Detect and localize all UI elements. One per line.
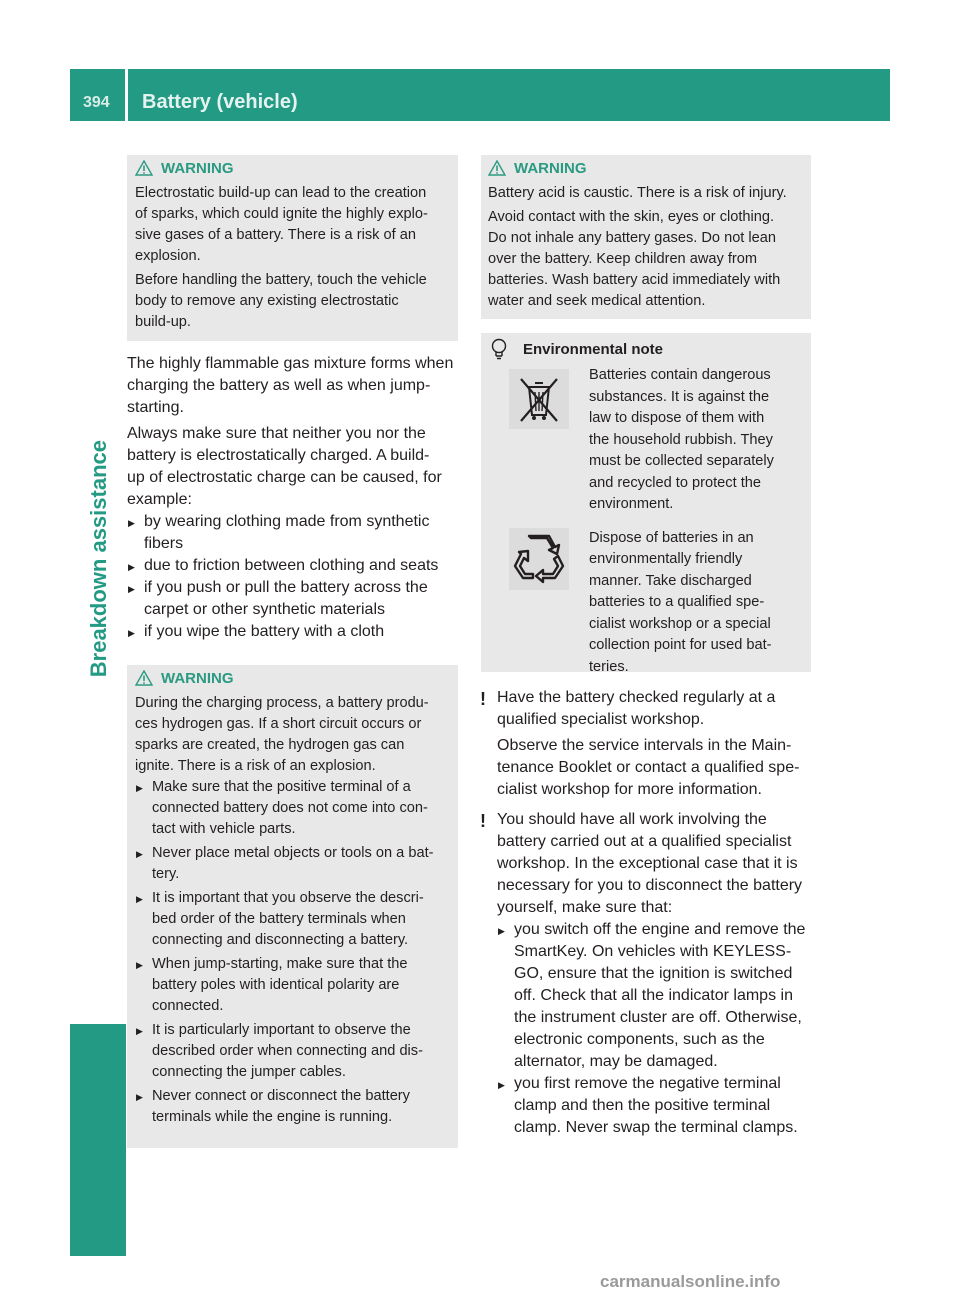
- warning-label: WARNING: [161, 669, 234, 687]
- warning-triangle-icon: [488, 160, 506, 176]
- list-item: ▶ It is important that you observe the descri- bed order of the battery terminals when connecting and disconnecting a battery.: [135, 888, 450, 951]
- env-heading: [487, 337, 803, 361]
- text-line: Before handling the battery, touch the vehicle: [135, 272, 427, 288]
- page-title: Battery (vehicle): [142, 91, 298, 113]
- text-line: body to remove any existing electrostatic: [135, 293, 399, 309]
- text-line: Always make sure that neither you nor the: [127, 425, 426, 442]
- note-battery-check: ! Have the battery checked regularly at a qualified specialist workshop. Observe the service intervals in the Main- tenance Booklet or contact a qualified spe- cialist workshop for more information.: [480, 689, 800, 798]
- text-line: sive gases of a battery. There is a risk of an: [135, 227, 416, 243]
- list-item: ▶ When jump-starting, make sure that the battery poles with identical polarity are connected.: [135, 954, 450, 1017]
- exclamation-icon: !: [480, 689, 486, 709]
- list-item: ▶ Never connect or disconnect the battery terminals while the engine is running.: [135, 1086, 450, 1128]
- text-line: charging the battery as well as when jump-: [127, 377, 431, 394]
- warning-triangle-icon: [135, 670, 153, 686]
- env-heading-text: Environmental note: [523, 340, 664, 358]
- section-tab: [70, 1024, 126, 1256]
- left-body-text: [127, 353, 459, 643]
- text-line: build-up.: [135, 314, 191, 330]
- text-line: Electrostatic build-up can lead to the creation: [135, 185, 427, 201]
- exclamation-icon: !: [480, 811, 486, 831]
- crossed-bin-icon: [487, 365, 589, 516]
- list-item: ▶ you switch off the engine and remove the SmartKey. On vehicles with KEYLESS- GO, ensure that the ignition is switched off. Check that all the indicator lamps in the instrument cluster are off. Otherwise, electronic components, such as the alternator, may be damaged.: [497, 919, 811, 1073]
- list-item: ▶ by wearing clothing made from synthetic fibers: [127, 511, 459, 555]
- text-line: explosion.: [135, 248, 201, 264]
- list-item: ▶ if you wipe the battery with a cloth: [127, 621, 459, 643]
- list-item: ▶ due to friction between clothing and seats: [127, 555, 459, 577]
- text-line: starting.: [127, 399, 184, 416]
- list-item: ▶ you first remove the negative terminal clamp and then the positive terminal clamp. Never swap the terminal clamps.: [497, 1073, 811, 1139]
- warning-box-acid: WARNING Battery acid is caustic. There is a risk of injury. Avoid contact with the skin, eyes or clothing. Do not inhale any battery gases. Do not lean over the battery. Keep children away from batteries. Wash battery acid immediately with water and seek medical attention.: [481, 155, 811, 319]
- warning-box-electrostatic: [127, 155, 458, 341]
- header-divider: [125, 69, 128, 121]
- list-item: ▶ Never place metal objects or tools on a bat- tery.: [135, 843, 450, 885]
- section-label-text: Breakdown assistance: [86, 440, 111, 678]
- list-item: ▶ if you push or pull the battery across the carpet or other synthetic materials: [127, 577, 459, 621]
- list-item: ▶ It is particularly important to observe the described order when connecting and dis- connecting the jumper cables.: [135, 1020, 450, 1083]
- warning-box-hydrogen: WARNING During the charging process, a battery produ- ces hydrogen gas. If a short circuit occurs or sparks are created, the hydrogen gas can ignite. There is a risk of an explosion. ▶ Make sure that the positive terminal of a connected battery does not come into con- tact with vehicle parts. ▶ Never place metal objects or tools on a bat- tery. ▶ It is important that you observe the descri- bed order of the battery terminals when connecting and disconnecting a battery. ▶ When jump-starting, make sure that the battery poles with identical polarity are connected. ▶ It is particularly important to observe the described order when connecting and dis- connecting the jumper cables. ▶ Never connect or disconnect the battery terminals while the engine is running.: [127, 665, 458, 1148]
- list-item: ▶ Make sure that the positive terminal of a connected battery does not come into con- tact with vehicle parts.: [135, 777, 450, 840]
- text-line: up of electrostatic charge can be caused, for: [127, 469, 442, 486]
- recycle-icon: [487, 528, 589, 679]
- right-body-text: [481, 687, 811, 1139]
- text-line: example:: [127, 491, 192, 508]
- page-number: 394: [83, 94, 110, 111]
- text-line: of sparks, which could ignite the highly explo-: [135, 206, 428, 222]
- warning-heading: [488, 157, 804, 179]
- text-line: The highly flammable gas mixture forms when: [127, 355, 454, 372]
- warning-heading: [135, 157, 450, 179]
- section-label: [86, 440, 116, 1000]
- warning-heading: [135, 667, 450, 689]
- watermark: carmanualsonline.info: [600, 1272, 781, 1291]
- lightbulb-icon: [489, 338, 509, 360]
- environmental-note-box: Environmental note Batteries contain dangerous substances. It is against the law to dispose of them with the household rubbish. They must be collected separately and recycled to protect the environment. Dispose of batteries in an environmentally friendly manner. Take discharged batteries to a qualified spe- cialist workshop or a special collection point for used bat- teries.: [481, 333, 811, 672]
- warning-label: WARNING: [514, 159, 587, 177]
- warning-triangle-icon: [135, 160, 153, 176]
- warning-label: WARNING: [161, 159, 234, 177]
- page-header: [70, 69, 890, 121]
- note-workshop: ! You should have all work involving the battery carried out at a qualified specialist workshop. In the exceptional case that it is necessary for you to disconnect the battery yourself, make sure that: ▶ you switch off the engine and remove the SmartKey. On vehicles with KEYLESS- GO, ensure that the ignition is switched off. Check that all the indicator lamps in the instrument cluster are off. Otherwise, electronic components, such as the alternator, may be damaged. ▶ you first remove the negative terminal clamp and then the positive terminal clamp. Never swap the terminal clamps.: [481, 809, 811, 1139]
- text-line: battery is electrostatically charged. A build-: [127, 447, 430, 464]
